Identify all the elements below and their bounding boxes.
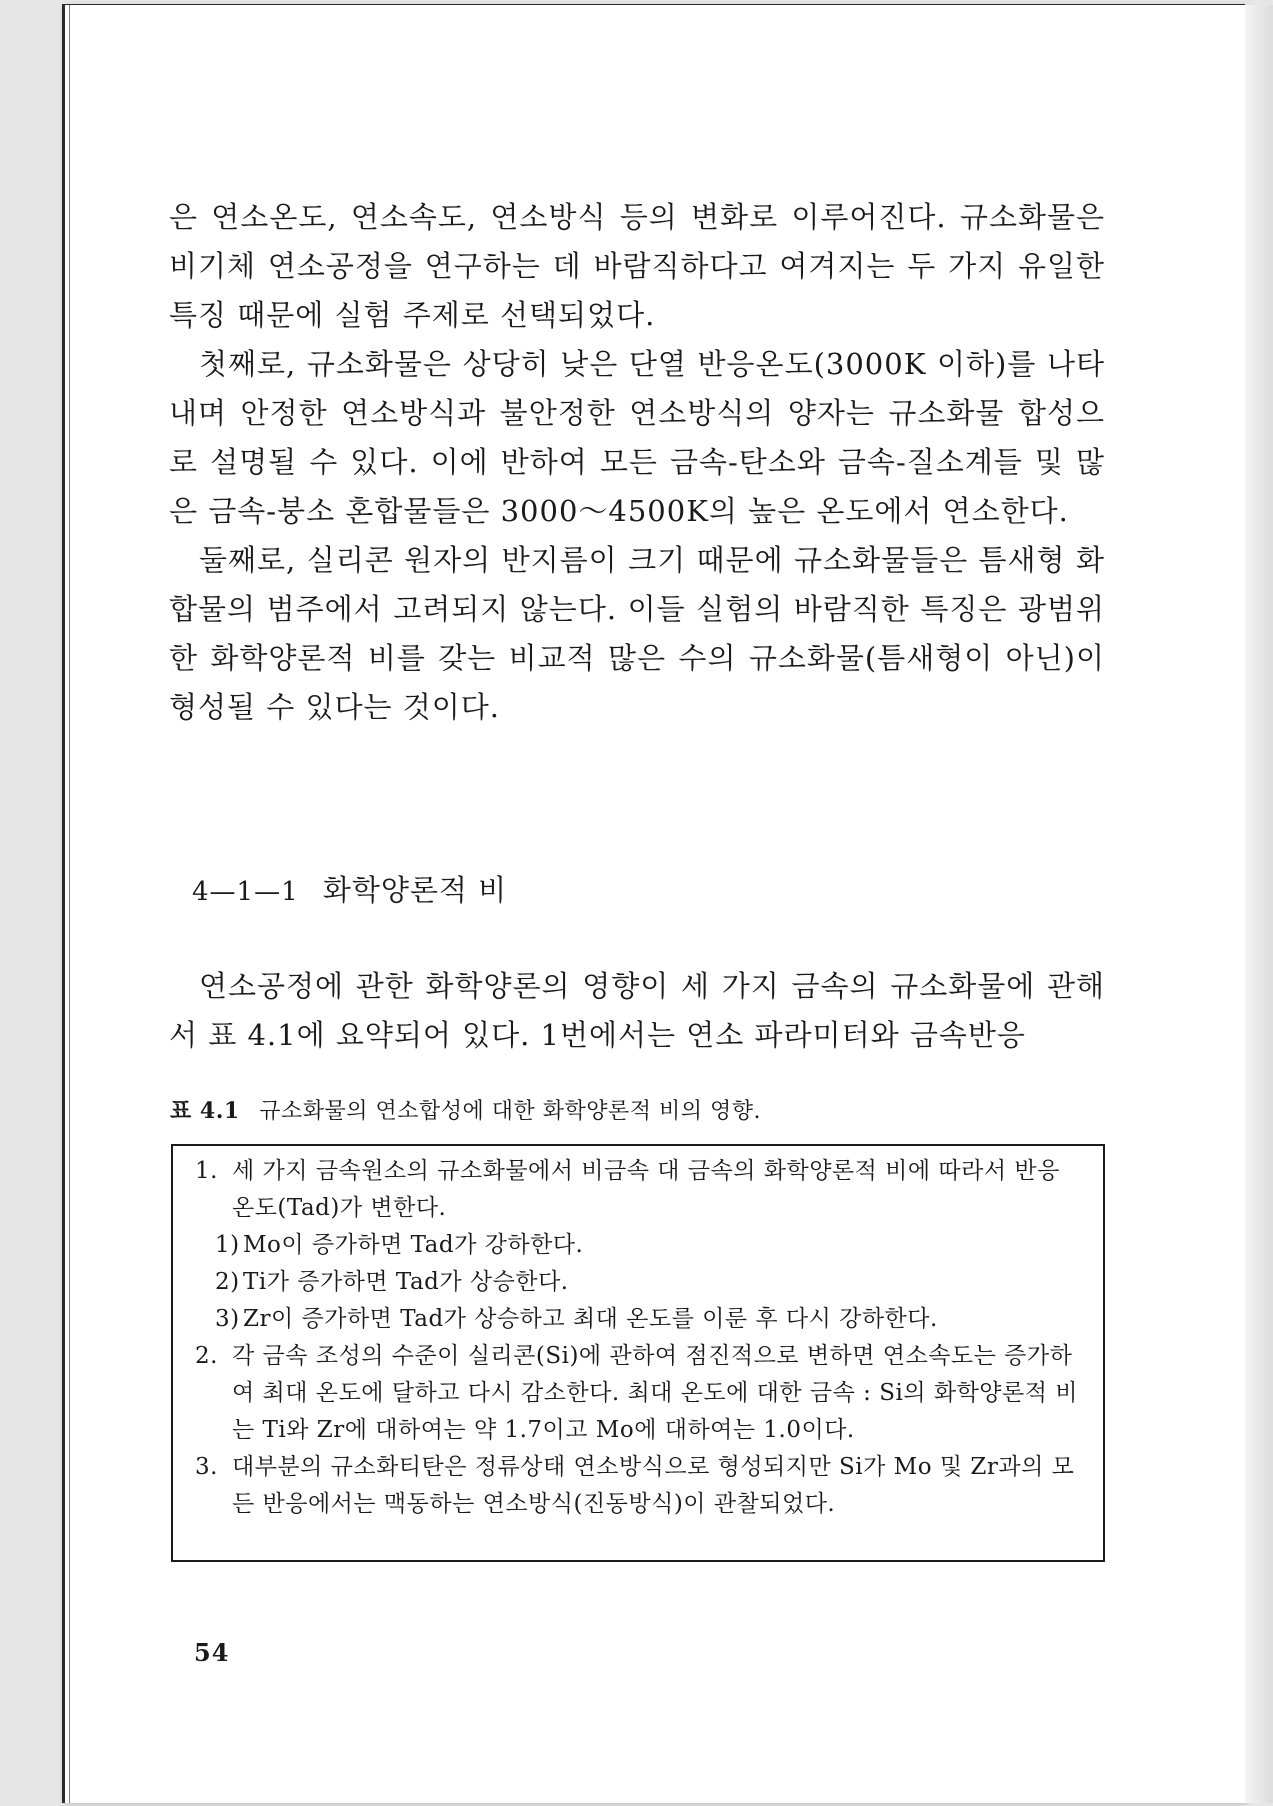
list-subitem [195, 1264, 1081, 1301]
table-caption-text: 규소화물의 연소합성에 대한 화학양론적 비의 영향. [259, 1099, 761, 1124]
paragraph: 은 연소온도, 연소속도, 연소방식 등의 변화로 이루어진다. 규소화물은 비기체 연소공정을 연구하는 데 바람직하다고 여겨지는 두 가지 유일한 특징 때문에 실험 주제로 선택되었다. [169, 200, 1105, 332]
item-number: 1. [195, 1158, 218, 1184]
item-number: 2) [215, 1269, 240, 1295]
list-item [195, 1153, 1081, 1227]
item-text: Mo이 증가하면 Tad가 강하한다. [243, 1232, 584, 1258]
list-subitem [195, 1227, 1081, 1264]
section-number: 4—1—1 [192, 877, 299, 907]
table-caption [170, 1096, 761, 1127]
intro-text [169, 962, 1105, 1060]
table-label: 표 4.1 [170, 1098, 240, 1124]
item-text: Ti가 증가하면 Tad가 상승한다. [243, 1269, 569, 1295]
section-heading [192, 870, 507, 912]
paragraph: 첫째로, 규소화물은 상당히 낮은 단열 반응온도(3000K 이하)를 나타내며 안정한 연소방식과 불안정한 연소방식의 양자는 규소화물 합성으로 설명될 수 있다. 이에 반하여 모든 금속-탄소와 금속-질소계들 및 많은 금속-붕소 혼합물들은 3000～4500K의 높은 온도에서 연소한다. [169, 347, 1105, 528]
item-number: 3. [195, 1454, 218, 1480]
paragraph: 둘째로, 실리콘 원자의 반지름이 크기 때문에 규소화물들은 틈새형 화합물의 범주에서 고려되지 않는다. 이들 실험의 바람직한 특징은 광범위한 화학양론적 비를 갖는 비교적 많은 수의 규소화물(틈새형이 아닌)이 형성될 수 있다는 것이다. [169, 543, 1105, 724]
list-item [195, 1449, 1081, 1523]
list-item [195, 1338, 1081, 1449]
page-number: 54 [194, 1638, 230, 1667]
item-text: Zr이 증가하면 Tad가 상승하고 최대 온도를 이룬 후 다시 강하한다. [243, 1306, 938, 1332]
section-title: 화학양론적 비 [322, 873, 508, 907]
item-number: 2. [195, 1343, 218, 1369]
item-number: 3) [215, 1306, 240, 1332]
body-text [169, 193, 1105, 732]
list-subitem [195, 1301, 1081, 1338]
item-number: 1) [215, 1232, 240, 1258]
item-text: 각 금속 조성의 수준이 실리콘(Si)에 관하여 점진적으로 변하면 연소속도는 증가하여 최대 온도에 달하고 다시 감소한다. 최대 온도에 대한 금속 : Si의 화학양론적 비는 Ti와 Zr에 대하여는 약 1.7이고 Mo에 대하여는 1.0이다. [232, 1343, 1078, 1443]
item-text: 세 가지 금속원소의 규소화물에서 비금속 대 금속의 화학양론적 비에 따라서 반응온도(Tad)가 변한다. [232, 1158, 1060, 1221]
item-text: 대부분의 규소화티탄은 정류상태 연소방식으로 형성되지만 Si가 Mo 및 Zr과의 모든 반응에서는 맥동하는 연소방식(진동방식)이 관찰되었다. [232, 1454, 1075, 1517]
summary-table [171, 1144, 1105, 1562]
paragraph: 연소공정에 관한 화학양론의 영향이 세 가지 금속의 규소화물에 관해서 표 4.1에 요약되어 있다. 1번에서는 연소 파라미터와 금속반응 [169, 969, 1105, 1052]
